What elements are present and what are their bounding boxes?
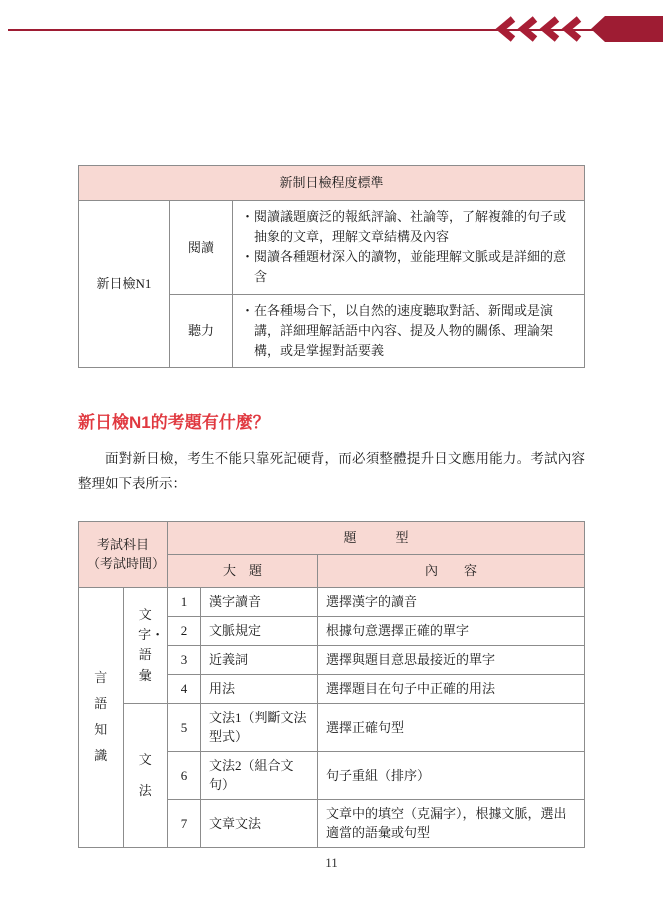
- row-title: 文章文法: [201, 799, 318, 847]
- type-header-cell: 題 型: [168, 521, 585, 554]
- listening-label-cell: 聽力: [170, 294, 233, 367]
- reading-bullet: ・閱讀各種題材深入的讀物，並能理解文脈或是詳細的意含: [241, 249, 567, 285]
- row-title: 文法2（組合文句）: [201, 751, 318, 799]
- row-title: 用法: [201, 674, 318, 703]
- row-number: 3: [168, 645, 201, 674]
- row-title: 近義詞: [201, 645, 318, 674]
- row-number: 2: [168, 616, 201, 645]
- big-question-header-cell: 大 題: [168, 554, 318, 587]
- level-name-cell: 新日檢N1: [79, 201, 170, 368]
- row-content: 選擇題目在句子中正確的用法: [318, 674, 585, 703]
- subject-header-line2: （考試時間）: [87, 556, 166, 572]
- subgroup-vocabulary-cell: [123, 587, 168, 703]
- reading-label-cell: 閱讀: [170, 201, 233, 295]
- row-number: 4: [168, 674, 201, 703]
- reading-description-cell: [233, 201, 585, 295]
- content-header-cell: 內 容: [318, 554, 585, 587]
- subject-header-cell: [79, 521, 168, 587]
- row-content: 根據句意選擇正確的單字: [318, 616, 585, 645]
- subgroup-grammar-label: 文 法: [138, 752, 165, 799]
- level-standard-table: [78, 165, 585, 368]
- listening-bullet: ・在各種場合下，以自然的速度聽取對話、新聞或是演講，詳細理解話語中內容、提及人物的關係、理論架構，或是掌握對話要義: [241, 302, 554, 358]
- row-title: 文脈規定: [201, 616, 318, 645]
- row-content: 選擇正確句型: [318, 703, 585, 751]
- row-number: 7: [168, 799, 201, 847]
- group-language-knowledge-label: 言語知識: [94, 670, 108, 764]
- subject-header-line1: 考試科目: [96, 536, 149, 552]
- row-number: 5: [168, 703, 201, 751]
- group-language-knowledge-cell: [79, 587, 124, 847]
- section-heading: 新日檢N1的考題有什麼？: [78, 412, 270, 432]
- row-content: 選擇漢字的讀音: [318, 587, 585, 616]
- row-number: 6: [168, 751, 201, 799]
- intro-paragraph: 面對新日檢，考生不能只靠死記硬背，而必須整體提升日文應用能力。考試內容整理如下表所示：: [78, 450, 585, 491]
- row-content: 句子重組（排序）: [318, 751, 585, 799]
- listening-description-cell: [233, 294, 585, 367]
- row-content: 選擇與題目意思最接近的單字: [318, 645, 585, 674]
- row-title: 文法1（判斷文法型式）: [201, 703, 318, 751]
- reading-bullet: ・閱讀議題廣泛的報紙評論、社論等，了解複雜的句子或抽象的文章，理解文章結構及內容: [241, 209, 567, 245]
- page-number: 11: [325, 855, 338, 870]
- chevron-decoration-icon: [493, 16, 663, 42]
- row-title: 漢字讀音: [201, 587, 318, 616]
- page-content: [78, 165, 585, 848]
- row-content: 文章中的填空（克漏字），根據文脈，選出適當的語彙或句型: [318, 799, 585, 847]
- exam-type-table: [78, 521, 585, 848]
- row-number: 1: [168, 587, 201, 616]
- subgroup-grammar-cell: [123, 703, 168, 847]
- subgroup-vocabulary-label: 文字・語彙: [138, 607, 165, 683]
- level-table-title: 新制日檢程度標準: [79, 166, 585, 201]
